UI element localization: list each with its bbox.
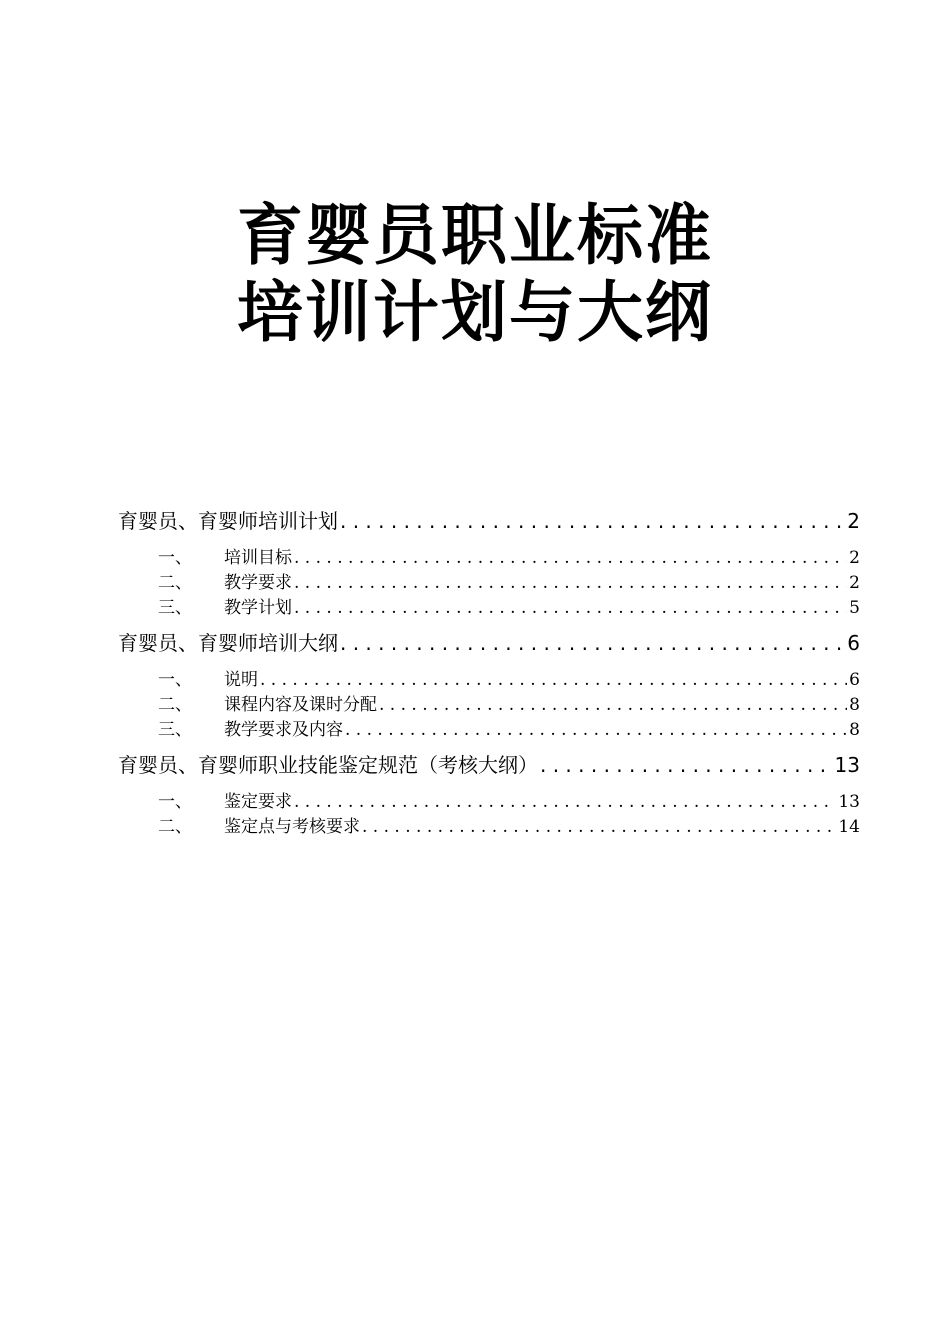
toc-entry-label: 课程内容及课时分配 [224, 695, 377, 715]
toc-page-number: 14 [838, 817, 860, 837]
toc-entry-course-content[interactable] [118, 693, 860, 718]
document-title-line-1: 育婴员职业标准 [237, 197, 713, 274]
toc-page-number: 6 [849, 670, 860, 690]
toc-page-number: 13 [838, 792, 860, 812]
toc-dot-leader [540, 749, 833, 782]
toc-section-training-plan[interactable] [118, 505, 860, 538]
toc-entry-number: 二、 [158, 573, 192, 593]
toc-page-number: 6 [847, 631, 860, 655]
toc-entry-label: 培训目标 [224, 548, 292, 568]
toc-dot-leader [294, 571, 847, 596]
toc-section-label: 育婴员、育婴师培训计划 [118, 509, 338, 533]
toc-dot-leader [362, 815, 836, 840]
toc-entry-label: 鉴定点与考核要求 [224, 817, 360, 837]
toc-page-number: 13 [834, 753, 860, 777]
toc-page-number: 5 [849, 598, 860, 618]
toc-entry-assessment-requirements[interactable] [118, 790, 860, 815]
toc-dot-leader [345, 718, 847, 743]
toc-entry-number: 一、 [158, 670, 192, 690]
toc-dot-leader [260, 668, 847, 693]
toc-dot-leader [340, 505, 845, 538]
toc-entry-teaching-plan[interactable] [118, 596, 860, 621]
toc-dot-leader [294, 596, 847, 621]
toc-entry-label: 教学要求及内容 [224, 720, 343, 740]
toc-page-number: 8 [849, 720, 860, 740]
toc-page-number: 2 [849, 573, 860, 593]
toc-entry-number: 二、 [158, 695, 192, 715]
toc-page-number: 2 [849, 548, 860, 568]
toc-section-label: 育婴员、育婴师职业技能鉴定规范（考核大纲） [118, 753, 538, 777]
toc-entry-assessment-points[interactable] [118, 815, 860, 840]
toc-entry-number: 一、 [158, 548, 192, 568]
toc-page-number: 2 [847, 509, 860, 533]
toc-page-number: 8 [849, 695, 860, 715]
toc-entry-explanation[interactable] [118, 668, 860, 693]
toc-entry-teaching-content[interactable] [118, 718, 860, 743]
toc-entry-number: 二、 [158, 817, 192, 837]
table-of-contents [118, 505, 860, 840]
toc-entry-teaching-requirements[interactable] [118, 571, 860, 596]
toc-dot-leader [294, 546, 847, 571]
toc-entry-label: 教学计划 [224, 598, 292, 618]
toc-section-label: 育婴员、育婴师培训大纲 [118, 631, 338, 655]
toc-section-training-outline[interactable] [118, 627, 860, 660]
toc-section-assessment-spec[interactable] [118, 749, 860, 782]
toc-entry-label: 鉴定要求 [224, 792, 292, 812]
toc-entry-number: 一、 [158, 792, 192, 812]
toc-dot-leader [294, 790, 836, 815]
document-title-line-2: 培训计划与大纲 [237, 274, 713, 351]
toc-entry-training-goals[interactable] [118, 546, 860, 571]
toc-entry-label: 说明 [224, 670, 258, 690]
toc-dot-leader [379, 693, 847, 718]
toc-entry-number: 三、 [158, 720, 192, 740]
toc-dot-leader [340, 627, 845, 660]
toc-entry-number: 三、 [158, 598, 192, 618]
toc-entry-label: 教学要求 [224, 573, 292, 593]
